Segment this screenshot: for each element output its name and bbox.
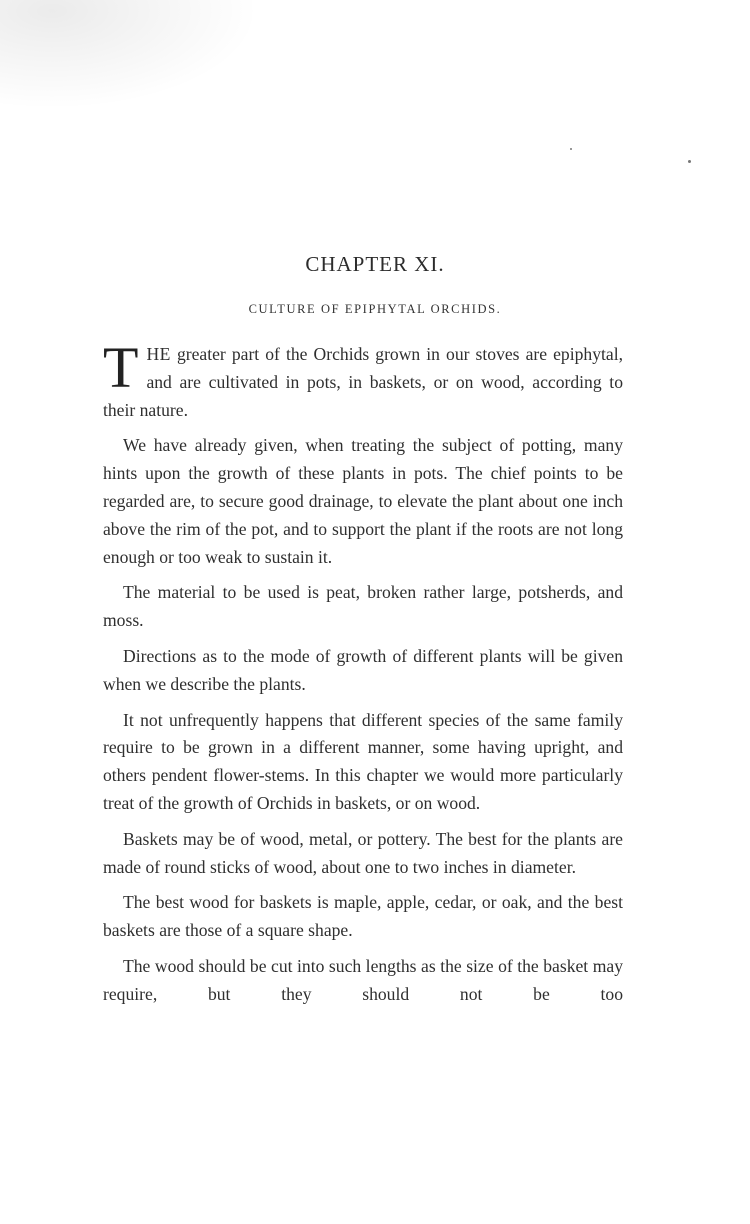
chapter-title: CHAPTER XI. xyxy=(305,252,445,276)
drop-cap: T xyxy=(103,335,139,400)
page-shadow xyxy=(0,0,260,110)
paragraph: The wood should be cut into such lengths as the size of the basket may require, but they should not be too xyxy=(103,955,623,1004)
chapter-body xyxy=(103,335,623,1017)
paragraph: It not unfrequently happens that different species of the same family require to be grown in a different manner, some having upright, and others pendent flower-stems. In this chapter we would more particularly treat of the growth of Orchids in baskets, or on wood. xyxy=(103,709,623,813)
paragraph: The material to be used is peat, broken rather large, potsherds, and moss. xyxy=(103,582,623,631)
paragraph: Baskets may be of wood, metal, or pottery. The best for the plants are made of round sticks of wood, about one to two inches in diameter. xyxy=(103,828,623,877)
ink-speck xyxy=(570,148,572,150)
small-caps-word: HE xyxy=(146,344,171,364)
paragraph: We have already given, when treating the subject of potting, many hints upon the growth of these plants in pots. The chief points to be regarded are, to secure good drainage, to elevate the plant about one inch above the rim of the pot, and to support the plant if the roots are not long enough or too weak to sustain it. xyxy=(103,435,623,567)
paragraph: Directions as to the mode of growth of different plants will be given when we describe the plants. xyxy=(103,645,623,694)
paragraph: The best wood for baskets is maple, apple, cedar, or oak, and the best baskets are those of a square shape. xyxy=(103,892,623,941)
paragraph-text: greater part of the Orchids grown in our stoves are epiphytal, and are cultivated in pots, in baskets, or on wood, according to their nature. xyxy=(103,344,623,420)
chapter-subtitle: CULTURE OF EPIPHYTAL ORCHIDS. xyxy=(248,302,502,316)
paragraph xyxy=(103,335,623,424)
ink-speck xyxy=(688,160,691,163)
